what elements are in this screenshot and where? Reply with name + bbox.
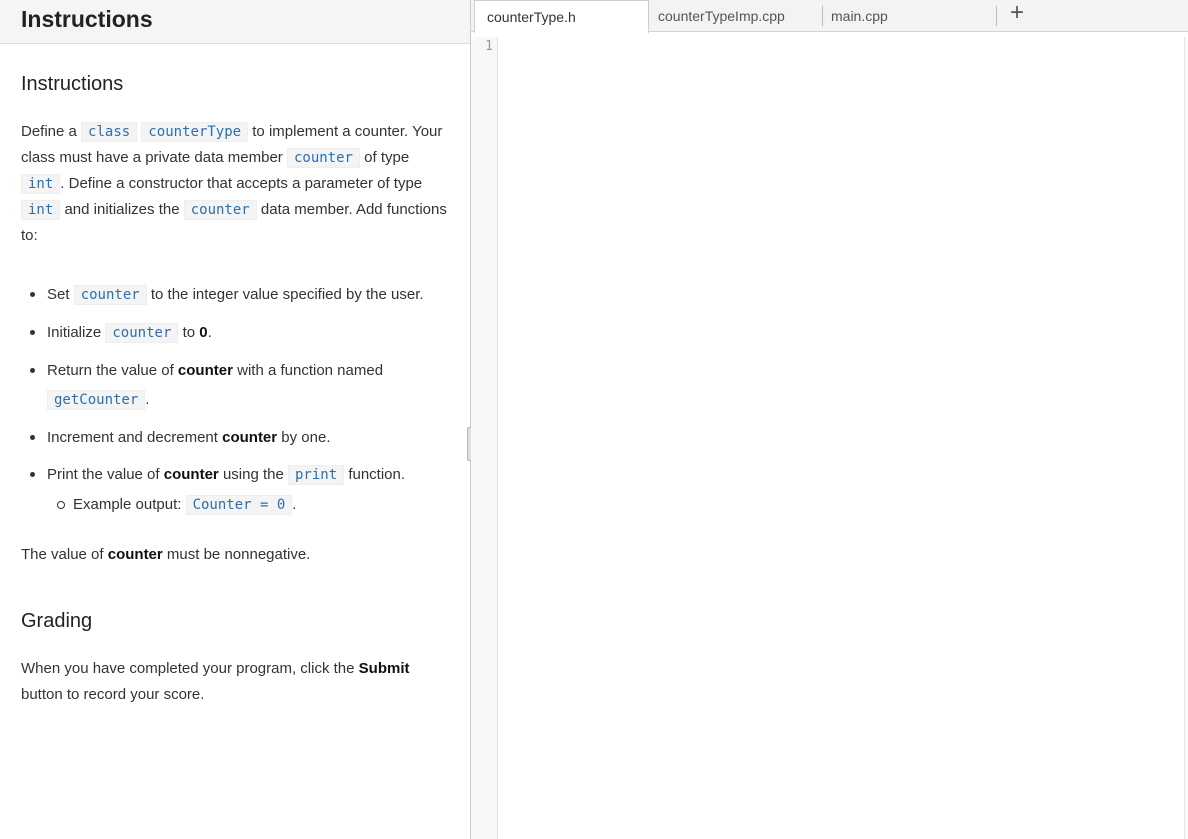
inline-code: int (21, 200, 60, 220)
bold-text: counter (222, 429, 278, 446)
item-text: Set (47, 286, 70, 303)
note-text: The value of (21, 546, 104, 563)
list-item (47, 490, 449, 520)
grading-paragraph (21, 656, 449, 708)
intro-paragraph (21, 119, 449, 249)
inline-code: class (81, 122, 137, 142)
tab-separator (996, 6, 997, 26)
sub-list (47, 490, 449, 520)
item-text: Example output: (73, 496, 182, 513)
list-item (21, 460, 449, 520)
code-editor (471, 0, 1188, 839)
tab-label: main.cpp (831, 8, 888, 24)
editor-scrollbar[interactable] (1184, 37, 1188, 839)
intro-text: to implement a counter. Your class must have a private data member (21, 123, 443, 166)
instructions-heading: Instructions (21, 73, 124, 95)
grading-text: button to record your score. (21, 686, 205, 703)
intro-text: and initializes the (64, 201, 180, 218)
list-item (21, 280, 449, 310)
note-paragraph (21, 542, 449, 568)
item-text: . (207, 324, 212, 341)
grading-text: When you have completed your program, click the (21, 660, 355, 677)
intro-text: of type (364, 149, 410, 166)
panel-title: Instructions (21, 6, 153, 32)
bold-text: counter (163, 466, 219, 483)
item-text: to (182, 324, 196, 341)
inline-code: counter (105, 323, 178, 343)
item-text: function. (348, 466, 406, 483)
item-text: Print the value of (47, 466, 160, 483)
file-tab-bar (471, 0, 1188, 32)
bold-text: 0 (199, 324, 208, 341)
item-text: Return the value of (47, 362, 174, 379)
bold-text: counter (177, 362, 233, 379)
item-text: by one. (281, 429, 331, 446)
add-file-button[interactable] (1005, 0, 1029, 30)
item-text: Increment and decrement (47, 429, 218, 446)
item-text: to the integer value specified by the user. (150, 286, 424, 303)
inline-code: counter (184, 200, 257, 220)
inline-code: counter (74, 285, 147, 305)
instructions-content (0, 73, 470, 708)
panel-header (0, 0, 470, 44)
intro-text: Define a (21, 123, 77, 140)
task-list (21, 280, 449, 520)
list-item (21, 423, 449, 452)
inline-code: Counter = 0 (186, 495, 293, 515)
inline-code: print (288, 465, 344, 485)
bold-text: counter (107, 546, 163, 563)
inline-code: int (21, 174, 60, 194)
bold-text: Submit (358, 660, 410, 677)
tab-main-cpp[interactable] (819, 0, 997, 32)
item-text: with a function named (237, 362, 384, 379)
line-number: 1 (485, 39, 493, 54)
plus-icon: + (1009, 0, 1024, 26)
instructions-panel (0, 0, 470, 839)
tab-countertypeimp-cpp[interactable] (646, 0, 823, 32)
grading-heading: Grading (21, 610, 93, 632)
inline-code: getCounter (47, 390, 145, 410)
item-text: using the (222, 466, 284, 483)
tab-countertype-h[interactable] (474, 0, 649, 33)
code-input-area[interactable] (499, 37, 1184, 839)
list-item (21, 318, 449, 348)
intro-text: data member. Add functions to: (21, 201, 447, 244)
inline-code: counterType (141, 122, 248, 142)
line-number-gutter (471, 37, 498, 839)
list-item (21, 356, 449, 415)
item-text: . (292, 496, 297, 513)
intro-text: . Define a constructor that accepts a parameter of type (60, 175, 423, 192)
item-text: . (145, 391, 150, 408)
inline-code: counter (287, 148, 360, 168)
item-text: Initialize (47, 324, 102, 341)
tab-label: counterTypeImp.cpp (658, 8, 785, 24)
tab-label: counterType.h (487, 9, 576, 25)
note-text: must be nonnegative. (166, 546, 311, 563)
